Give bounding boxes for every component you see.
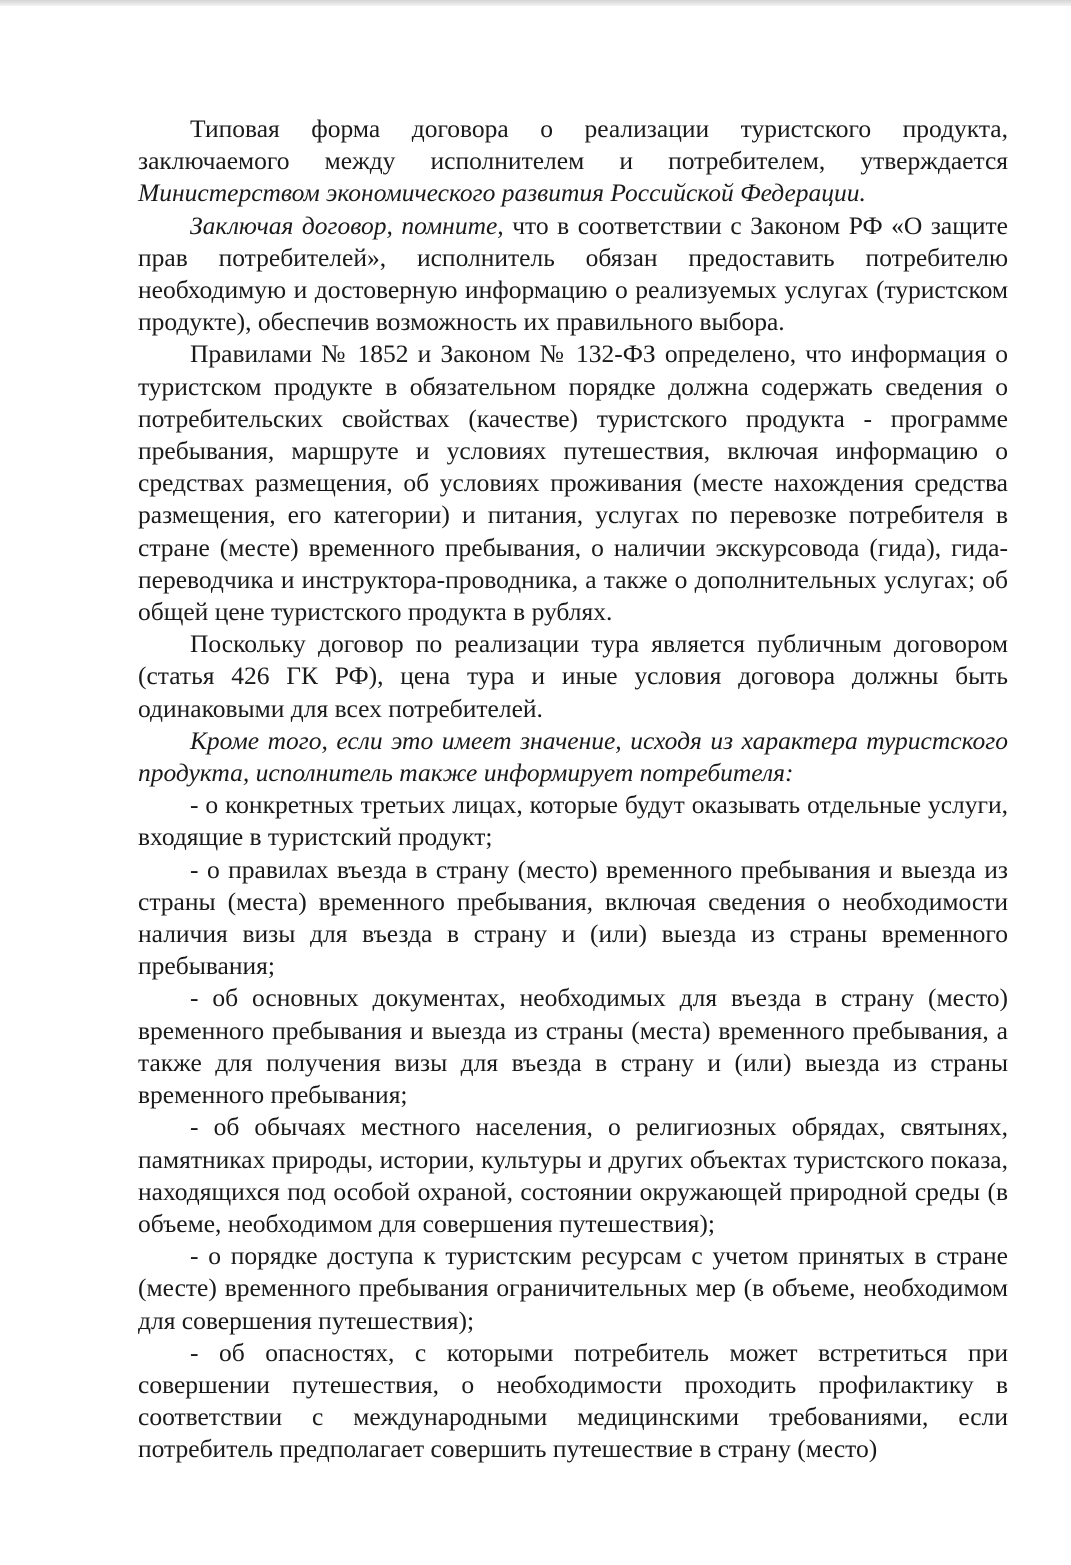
list-item-dangers: - об опасностях, с которыми потребитель может встретиться при совершении путешествия, о необходимости проходить профилактику в соответствии с международными медицинскими требованиями, если потребитель предполагает совершить путешествие в страну (место) xyxy=(138,1337,1008,1464)
page-top-edge xyxy=(0,0,1071,6)
paragraph-text: что в соответствии с Законом РФ «О защите прав потребителей», исполнитель обязан предоставить потребителю необходимую и достоверную информацию о реализуемых услугах (туристском продукте), обеспечив возможность их правильного выбора. xyxy=(138,210,1008,337)
paragraph-consumer-rights xyxy=(138,210,1008,339)
list-item-third-parties: - о конкретных третьих лицах, которые будут оказывать отдельные услуги, входящие в туристский продукт; xyxy=(138,790,1008,852)
list-item-resource-access: - о порядке доступа к туристским ресурсам с учетом принятых в стране (месте) временного пребывания ограничительных мер (в объеме, необходимом для совершения путешествия); xyxy=(138,1241,1008,1335)
ministry-name: Министерством экономического развития Российской Федерации. xyxy=(138,178,866,208)
paragraph-text: Типовая форма договора о реализации туристского продукта, заключаемого между исполнителем и потребителем, утверждается xyxy=(138,114,1008,176)
paragraph-rules-1852: Правилами № 1852 и Законом № 132-ФЗ определено, что информация о туристском продукте в обязательном порядке должна содержать сведения о потребительских свойствах (качестве) туристского продукта - программе пребывания, маршруте и условиях путешествия, включая информацию о средствах размещения, об условиях проживания (месте нахождения средства размещения, его категории) и питания, услугах по перевозке потребителя в стране (месте) временного пребывания, о наличии экскурсовода (гида), гида-переводчика и инструктора-проводника, а также о дополнительных услугах; об общей цене туристского продукта в рублях. xyxy=(138,339,1008,627)
paragraph-additional-info: Кроме того, если это имеет значение, исходя из характера туристского продукта, исполнитель также информирует потребителя: xyxy=(138,725,1008,788)
document-page xyxy=(138,113,1008,1466)
paragraph-standard-form xyxy=(138,113,1008,210)
remember-phrase: Заключая договор, помните, xyxy=(190,210,504,240)
list-item-entry-rules: - о правилах въезда в страну (место) временного пребывания и выезда из страны (места) временного пребывания, включая сведения о необходимости наличия визы для въезда в страну и (или) выезда из страны временного пребывания; xyxy=(138,854,1008,981)
list-item-documents: - об основных документах, необходимых для въезда в страну (место) временного пребывания и выезда из страны (места) временного пребывания, а также для получения визы для въезда в страну и (или) выезда из страны временного пребывания; xyxy=(138,983,1008,1110)
paragraph-public-contract: Поскольку договор по реализации тура является публичным договором (статья 426 ГК РФ), цена тура и иные условия договора должны быть одинаковыми для всех потребителей. xyxy=(138,629,1008,723)
list-item-local-customs: - об обычаях местного населения, о религиозных обрядах, святынях, памятниках природы, истории, культуры и других объектах туристского показа, находящихся под особой охраной, состоянии окружающей природной среды (в объеме, необходимом для совершения путешествия); xyxy=(138,1112,1008,1238)
